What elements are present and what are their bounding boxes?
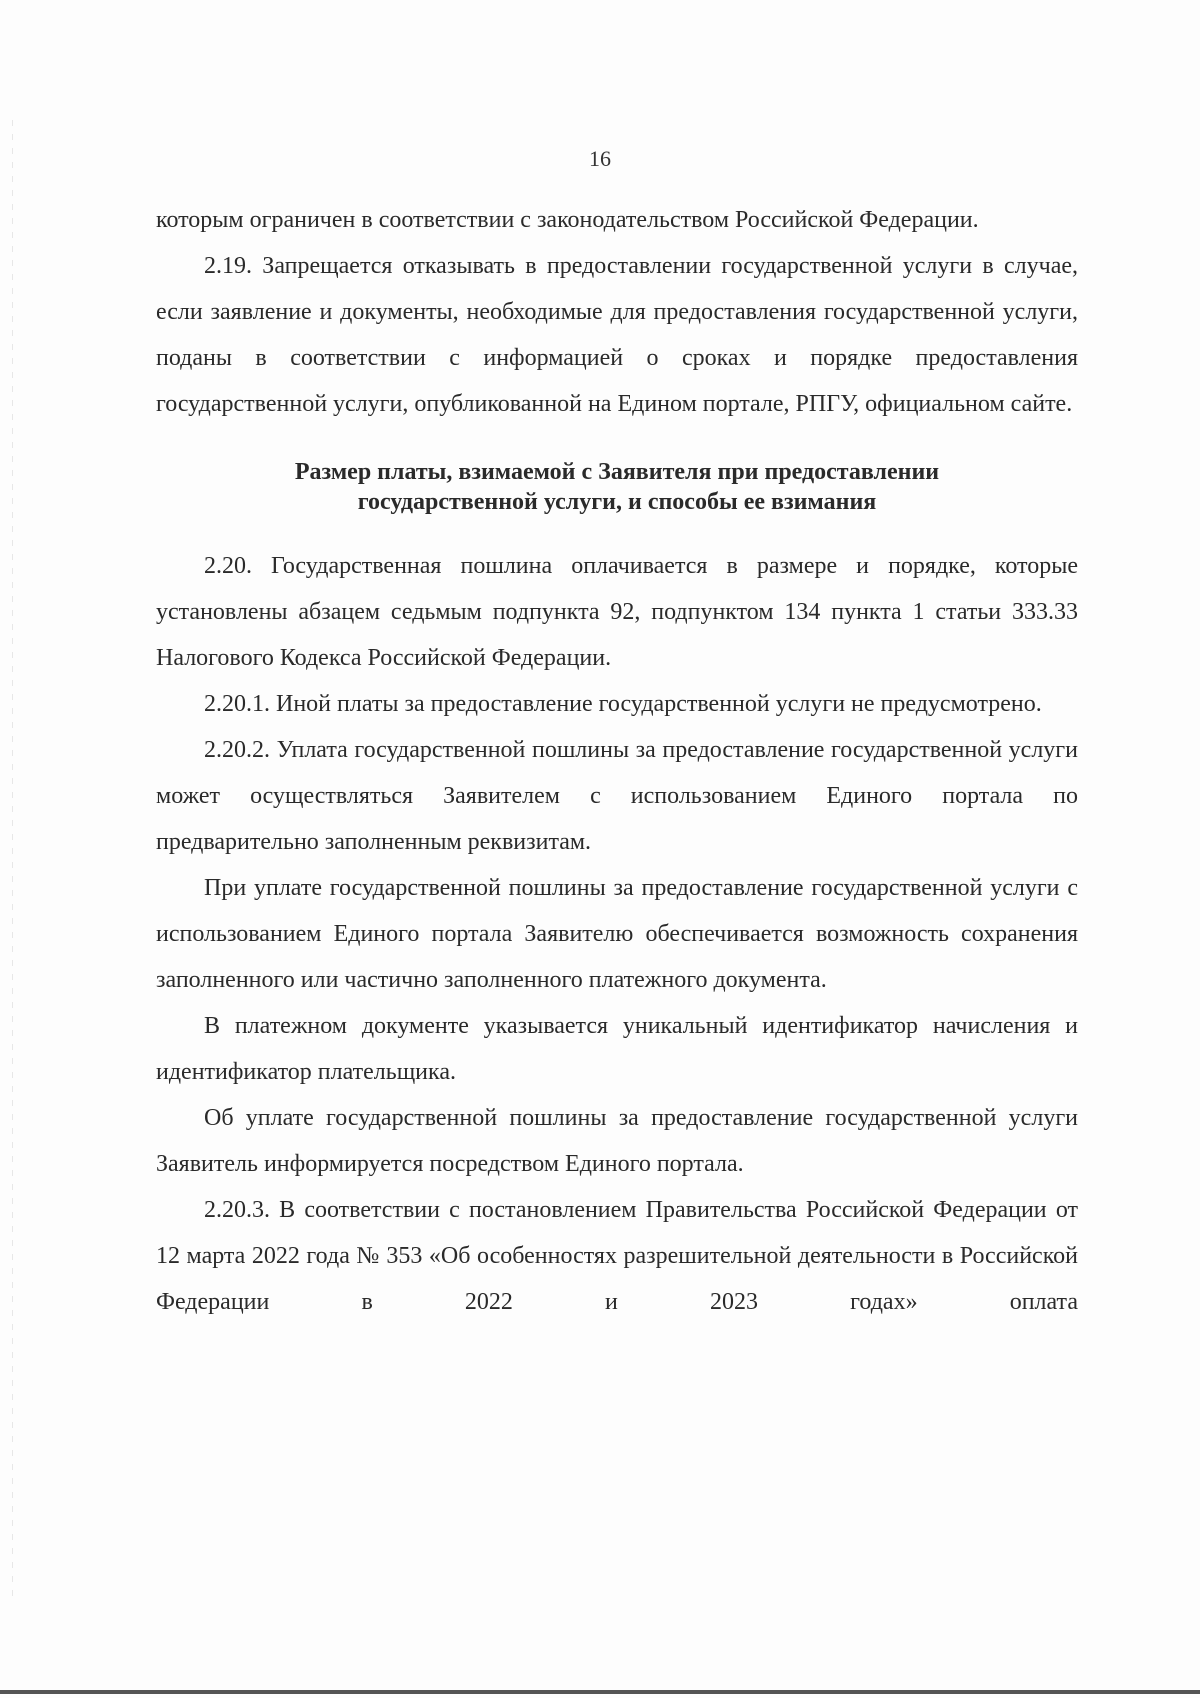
paragraph-payment-notification: Об уплате государственной пошлины за предоставление государственной услуги Заявитель информируется посредством Единого портала. (156, 1105, 1078, 1177)
paragraph-2-19: 2.19. Запрещается отказывать в предоставлении государственной услуги в случае, если заявление и документы, необходимые для предоставления государственной услуги, поданы в соответствии с информацией о сроках и порядке предоставления государственной услуги, опубликованной на Едином портале, РПГУ, официальном сайте. (156, 253, 1078, 417)
paragraph-2-20: 2.20. Государственная пошлина оплачивается в размере и порядке, которые установлены абзацем седьмым подпункта 92, подпунктом 134 пункта 1 статьи 333.33 Налогового Кодекса Российской Федерации. (156, 553, 1078, 671)
section-heading (156, 457, 1078, 517)
paragraph-payment-saving: При уплате государственной пошлины за предоставление государственной услуги с использованием Единого портала Заявителю обеспечивается возможность сохранения заполненного или частично заполненного платежного документа. (156, 875, 1078, 993)
paragraph-2-20-2: 2.20.2. Уплата государственной пошлины за предоставление государственной услуги может осуществляться Заявителем с использованием Единого портала по предварительно заполненным реквизитам. (156, 737, 1078, 855)
scan-edge-artifact (12, 120, 13, 1600)
page-number: 16 (589, 146, 611, 171)
section-heading-line-1: Размер платы, взимаемой с Заявителя при предоставлении (294, 459, 940, 485)
paragraph-continuation: которым ограничен в соответствии с законодательством Российской Федерации. (156, 207, 979, 233)
bottom-border-line (0, 1690, 1200, 1694)
paragraph-2-20-3: 2.20.3. В соответствии с постановлением Правительства Российской Федерации от 12 марта 2022 года № 353 «Об особенностях разрешительной деятельности в Российской Федерации в 2022 и 2023 годах» оплата (156, 1197, 1078, 1315)
paragraph-2-20-1: 2.20.1. Иной платы за предоставление государственной услуги не предусмотрено. (204, 691, 1042, 717)
section-heading-line-2: государственной услуги, и способы ее взимания (357, 489, 877, 515)
paragraph-payment-identifier: В платежном документе указывается уникальный идентификатор начисления и идентификатор плательщика. (156, 1013, 1078, 1085)
document-body (156, 197, 1078, 1325)
